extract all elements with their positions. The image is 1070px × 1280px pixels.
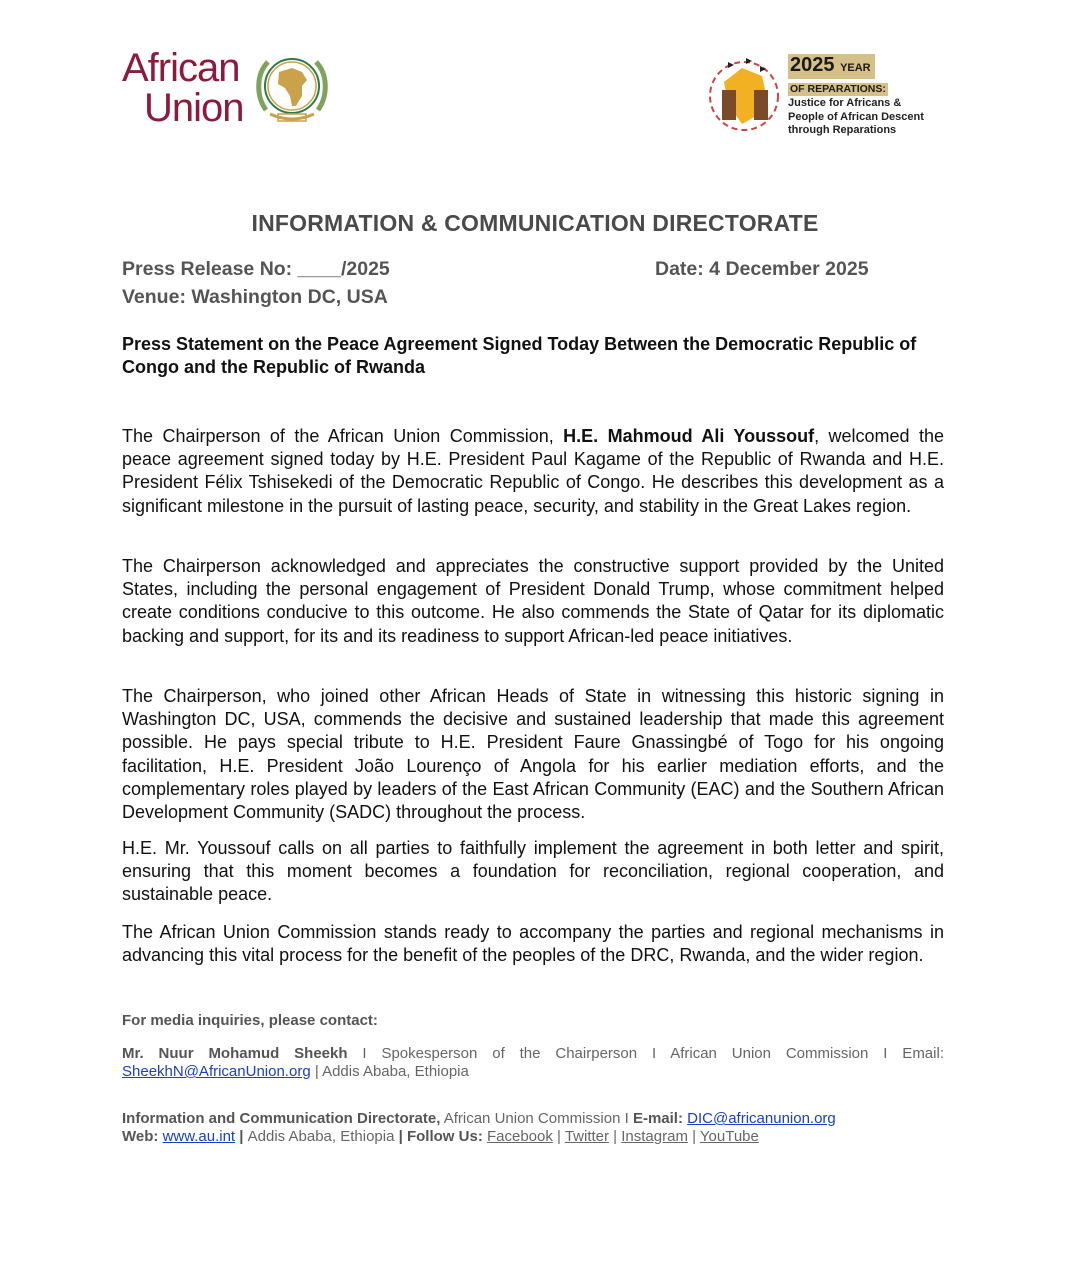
reparations-line-1: Justice for Africans & [788, 97, 902, 109]
youtube-link[interactable]: YouTube [699, 1128, 759, 1145]
chairperson-name: H.E. Mahmoud Ali Youssouf [563, 426, 815, 446]
paragraph-3: The Chairperson, who joined other African Heads of State in witnessing this historic signing in Washington DC, USA, commends the decisive and sustained leadership that made this agreement possible. He pays special tribute to H.E. President Faure Gnassingbé of Togo for his ongoing facilitation, H.E. President João Lourenço of Angola for his earlier mediation efforts, and the complementary roles played by leaders of the East African Community (EAC) and the Southern African Development Community (SADC) throughout the process. [122, 686, 944, 823]
p1-text-pre: The Chairperson of the African Union Commission, [122, 426, 564, 446]
venue: Venue: Washington DC, USA [122, 286, 388, 308]
african-union-logo [122, 46, 337, 128]
footer-org-rest: African Union Commission I [440, 1110, 633, 1127]
separator: | [394, 1128, 407, 1145]
logo-word-african: African [122, 46, 240, 90]
paragraph-4: H.E. Mr. Youssouf calls on all parties to faithfully implement the agreement in both letter and spirit, ensuring that this moment becomes a foundation for reconciliation, regional cooperation, and sustainable peace. [122, 838, 944, 905]
statement-title: Press Statement on the Peace Agreement Signed Today Between the Democratic Republic of Congo and the Republic of Rwanda [122, 334, 917, 377]
paragraph-1 [122, 425, 944, 518]
reparations-subtitle: OF REPARATIONS: [790, 83, 886, 95]
contact-person [122, 1045, 944, 1081]
reparations-year [788, 54, 875, 79]
year-of-reparations-badge [706, 54, 956, 138]
footer-org: Information and Communication Directorate, [122, 1110, 441, 1127]
media-inquiries-label: For media inquiries, please contact: [122, 1012, 378, 1029]
reparations-line-2: People of African Descent [788, 110, 924, 123]
follow-us-label: Follow Us: [406, 1128, 483, 1145]
reparations-emblem-icon [706, 54, 782, 134]
twitter-link[interactable]: Twitter [564, 1128, 610, 1145]
reparations-line-3: through Reparations [788, 124, 897, 136]
reparations-text [788, 54, 924, 138]
separator: | [235, 1128, 248, 1145]
footer-email-label: E-mail: [632, 1110, 683, 1127]
year-suffix: YEAR [840, 62, 871, 74]
au-emblem-icon [252, 48, 332, 128]
press-release-number: Press Release No: ____/2025 [122, 258, 390, 280]
p1-text-post: , welcomed the peace agreement signed today by H.E. President Paul Kagame of the Republic of Rwanda and H.E. President Félix Tshisekedi of the Democratic Republic of Congo. He describes this development as a significant milestone in the pursuit of lasting peace, security, and stability in the Great Lakes region. [122, 426, 944, 516]
contact-role: I Spokesperson of the Chairperson I African Union Commission I Email: [347, 1045, 944, 1062]
contact-location: | Addis Ababa, Ethiopia [310, 1063, 469, 1080]
year-number: 2025 [790, 54, 835, 76]
paragraph-2: The Chairperson acknowledged and appreciates the constructive support provided by the United States, including the personal engagement of President Donald Trump, whose commitment helped create conditions conducive to this outcome. He also commends the State of Qatar for its diplomatic backing and support, for its and its readiness to support African-led peace initiatives. [122, 556, 944, 646]
directorate-title: INFORMATION & COMMUNICATION DIRECTORATE [251, 210, 819, 236]
contact-name: Mr. Nuur Mohamud Sheekh [122, 1045, 348, 1062]
logo-word-union: Union [144, 86, 244, 130]
release-date: Date: 4 December 2025 [655, 258, 869, 280]
footer-web-label: Web: [122, 1128, 159, 1145]
contact-email-link[interactable]: SheekhN@AfricanUnion.org [122, 1063, 311, 1080]
facebook-link[interactable]: Facebook [486, 1128, 553, 1145]
footer-web-link[interactable]: www.au.int [162, 1128, 236, 1145]
footer-info: Information and Communication Directorate, African Union Commission I E-mail: DIC@africanunion.org Web: www.au.int | Addis Ababa, Ethiopia | Follow Us: Facebook | Twitter | Instagram | YouTube [122, 1110, 836, 1145]
paragraph-5: The African Union Commission stands ready to accompany the parties and regional mechanisms in advancing this vital process for the benefit of the peoples of the DRC, Rwanda, and the wider region. [122, 922, 944, 966]
footer-email-link[interactable]: DIC@africanunion.org [687, 1110, 836, 1127]
instagram-link[interactable]: Instagram [621, 1128, 688, 1145]
footer-location: Addis Ababa, Ethiopia [247, 1128, 395, 1145]
